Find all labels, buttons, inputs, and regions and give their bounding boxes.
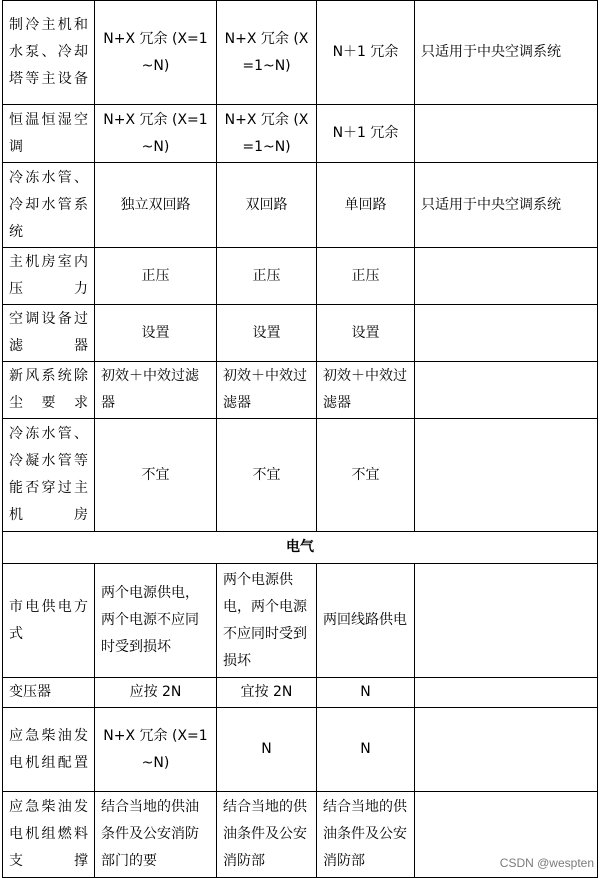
item-cell: 制冷主机和水泵、冷却塔等主设备 [3, 1, 95, 105]
grade-c-cell: 正压 [317, 248, 415, 305]
watermark: CSDN @wespten [499, 856, 594, 870]
grade-a-cell: N+X 冗余 (X=1~N) [95, 708, 217, 792]
table-row [3, 419, 598, 532]
grade-c-cell: 不宜 [317, 419, 415, 532]
grade-c-cell: 结合当地的供油条件及公安消防部 [317, 792, 415, 878]
grade-c-cell: 两回线路供电 [317, 564, 415, 678]
item-cell: 冷冻水管、冷却水管系统 [3, 163, 95, 248]
grade-c-cell: 单回路 [317, 163, 415, 248]
table-row [3, 564, 598, 678]
grade-a-cell: 设置 [95, 305, 217, 362]
grade-a-cell: N+X 冗余 (X=1~N) [95, 105, 217, 163]
remark-cell [415, 708, 598, 792]
remark-cell: 只适用于中央空调系统 [415, 1, 598, 105]
grade-b-cell: 双回路 [217, 163, 317, 248]
table-row [3, 362, 598, 419]
remark-cell [415, 564, 598, 678]
item-cell: 变压器 [3, 678, 95, 708]
grade-a-cell: N+X 冗余 (X=1~N) [95, 1, 217, 105]
table-row [3, 1, 598, 105]
grade-b-cell: 不宜 [217, 419, 317, 532]
item-cell: 应急柴油发电机组燃料支撑 [3, 792, 95, 878]
grade-c-cell: N [317, 708, 415, 792]
remark-cell [415, 248, 598, 305]
section-heading: 电气 [3, 532, 598, 564]
remark-cell [415, 305, 598, 362]
spec-table [2, 0, 598, 878]
item-cell: 新风系统除尘要求 [3, 362, 95, 419]
table-row [3, 248, 598, 305]
grade-b-cell: 初效＋中效过滤器 [217, 362, 317, 419]
grade-a-cell: 不宜 [95, 419, 217, 532]
grade-b-cell: 正压 [217, 248, 317, 305]
table-row [3, 105, 598, 163]
grade-a-cell: 正压 [95, 248, 217, 305]
grade-b-cell: 结合当地的供油条件及公安消防部 [217, 792, 317, 878]
grade-a-cell: 独立双回路 [95, 163, 217, 248]
table-row [3, 708, 598, 792]
grade-c-cell: N＋1 冗余 [317, 1, 415, 105]
grade-c-cell: N [317, 678, 415, 708]
grade-c-cell: N＋1 冗余 [317, 105, 415, 163]
grade-a-cell: 结合当地的供油条件及公安消防部门的要 [95, 792, 217, 878]
table-row [3, 163, 598, 248]
section-row [3, 532, 598, 564]
remark-cell [415, 678, 598, 708]
remark-cell: 只适用于中央空调系统 [415, 163, 598, 248]
item-cell: 空调设备过滤器 [3, 305, 95, 362]
grade-b-cell: 宜按 2N [217, 678, 317, 708]
grade-b-cell: 设置 [217, 305, 317, 362]
grade-a-cell: 初效＋中效过滤器 [95, 362, 217, 419]
remark-cell [415, 105, 598, 163]
item-cell: 主机房室内压力 [3, 248, 95, 305]
table-row [3, 678, 598, 708]
grade-a-cell: 两个电源供电，两个电源不应同时受到损坏 [95, 564, 217, 678]
grade-c-cell: 初效＋中效过滤器 [317, 362, 415, 419]
grade-b-cell: N [217, 708, 317, 792]
table-row [3, 305, 598, 362]
grade-b-cell: 两个电源供电，两个电源不应同时受到损坏 [217, 564, 317, 678]
remark-cell [415, 362, 598, 419]
grade-a-cell: 应按 2N [95, 678, 217, 708]
item-cell: 恒温恒湿空调 [3, 105, 95, 163]
item-cell: 市电供电方式 [3, 564, 95, 678]
remark-cell [415, 419, 598, 532]
grade-b-cell: N+X 冗余 (X=1~N) [217, 105, 317, 163]
grade-b-cell: N+X 冗余 (X=1~N) [217, 1, 317, 105]
item-cell: 冷冻水管、冷凝水管等能否穿过主机房 [3, 419, 95, 532]
item-cell: 应急柴油发电机组配置 [3, 708, 95, 792]
grade-c-cell: 设置 [317, 305, 415, 362]
